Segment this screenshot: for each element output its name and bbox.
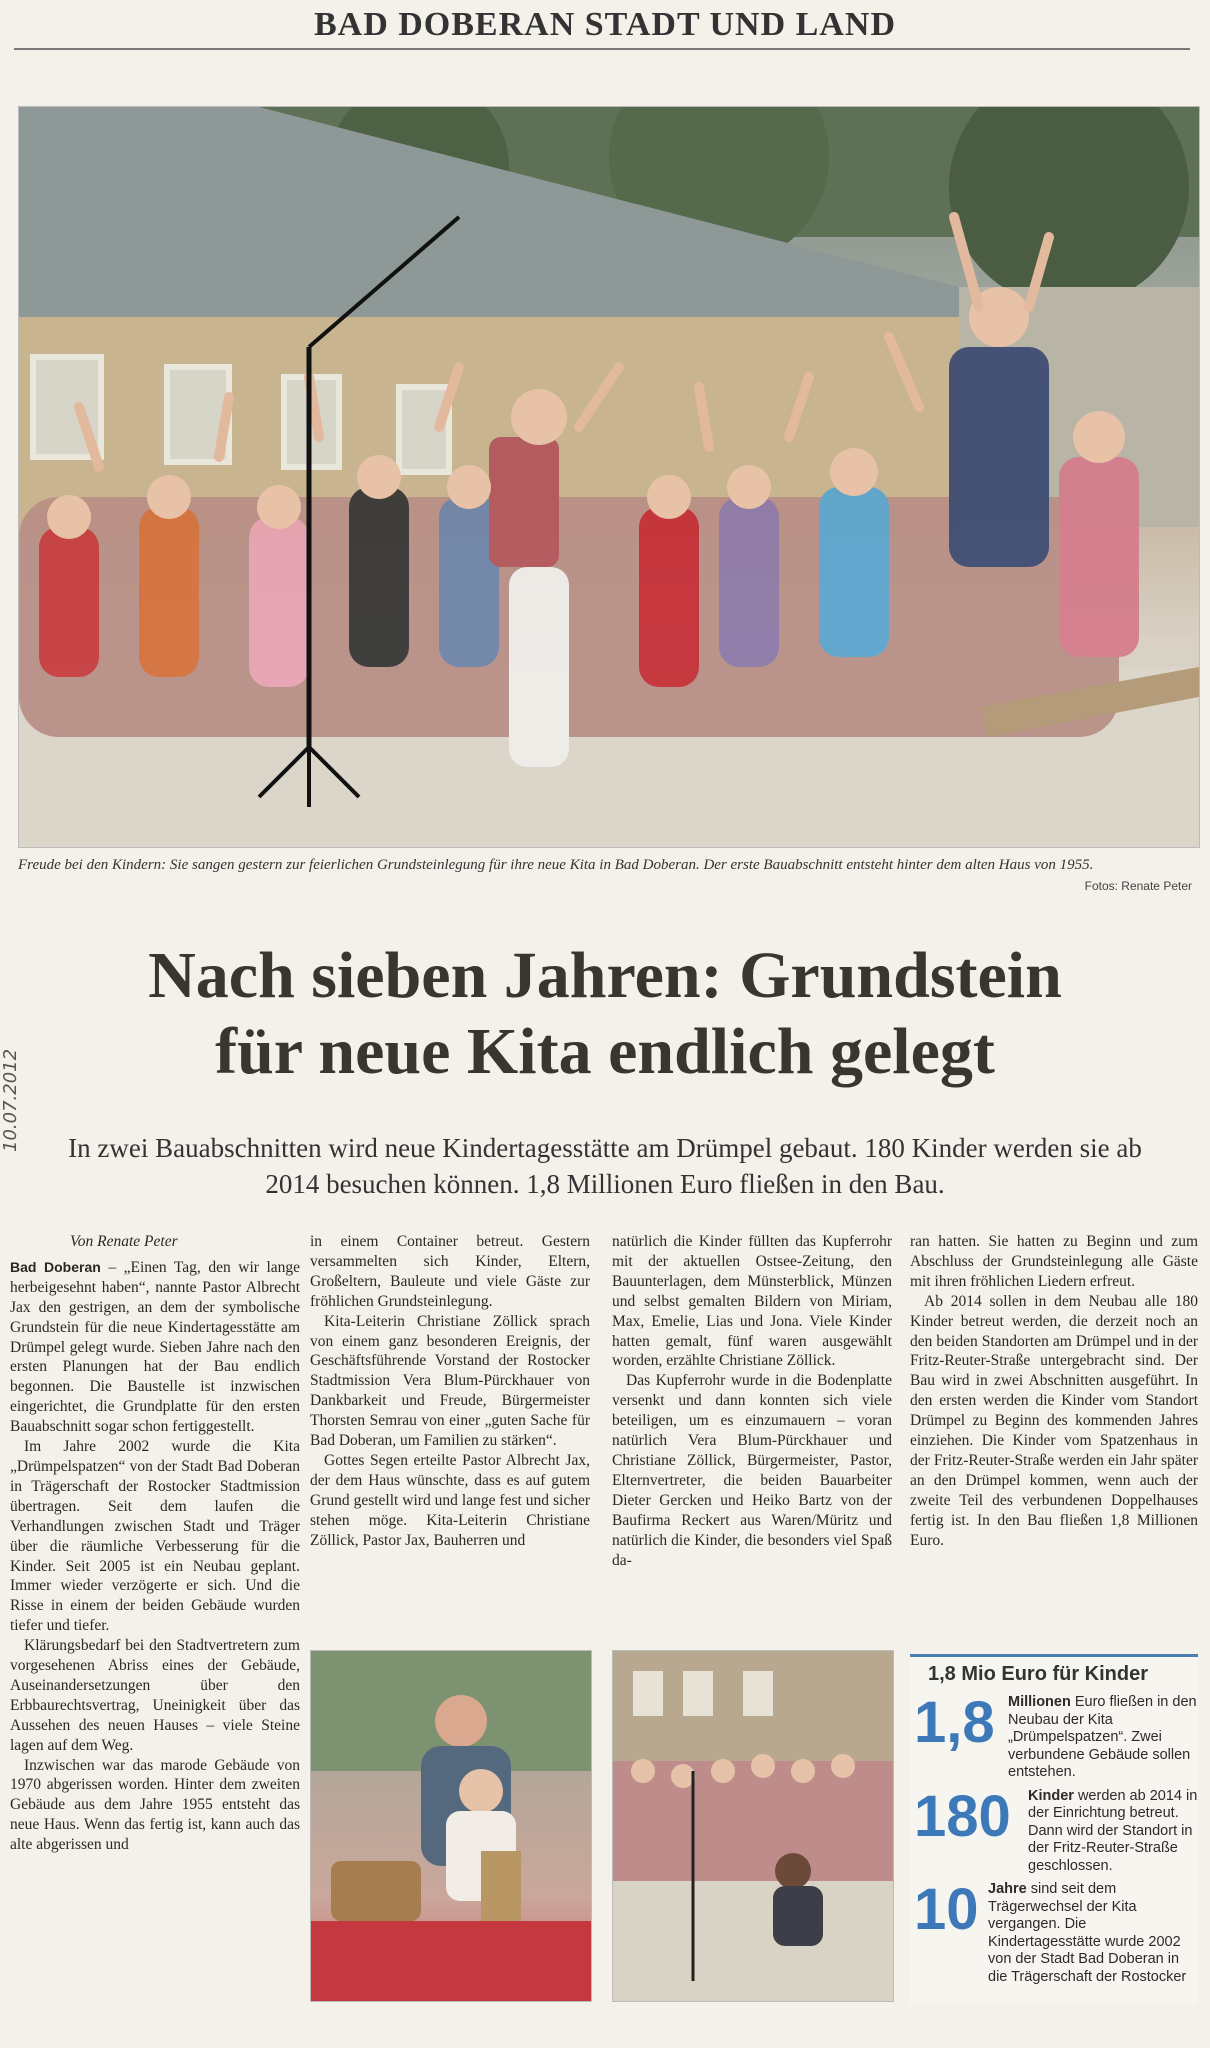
- fact-item: [910, 1783, 1198, 1876]
- fact-box: [910, 1654, 1198, 2004]
- fact-text: Kinder werden ab 2014 in der Einrichtung betreut. Dann wird der Standort in der Fritz-Reuter-Straße geschlossen.: [1028, 1787, 1198, 1874]
- fact-text: Millionen Euro fließen in den Neubau der Kita „Drümpelspatzen“. Zwei verbundene Gebäude sollen entstehen.: [1008, 1694, 1197, 1780]
- photo-caption: Freude bei den Kindern: Sie sangen gestern zur feierlichen Grundsteinlegung für ihre neue Kita in Bad Doberan. Der erste Bauabschnitt entsteht hinter dem alten Haus von 1955.: [18, 857, 1094, 873]
- paragraph: Klärungsbedarf bei den Stadtvertretern zum vorgesehenen Abriss eines der Gebäude, Auseinandersetzungen über den Erbbaurechtsvertrag, Uneinigkeit über das Aussehen des neuen Hauses – viele Steine lagen auf dem Weg.: [10, 1637, 300, 1754]
- article-column-2: [310, 1232, 590, 1551]
- paragraph: natürlich die Kinder füllten das Kupferrohr mit der aktuellen Ostsee-Zeitung, den Bauunterlagen, dem Münsterblick, Münzen und selbst gemalten Bildern von Miriam, Max, Emelie, Lias und Jona. Viele Kinder hatten gemalt, fünf waren ausgewählt worden, erzählte Christiane Zöllick.: [612, 1233, 892, 1370]
- headline: [20, 938, 1190, 1090]
- paragraph: Im Jahre 2002 wurde die Kita „Drümpelspatzen“ von der Stadt Bad Doberan in Trägerschaft der Rostocker Stadtmission übertragen. Seit dem laufen die Verhandlungen zwischen Stadt und Träger über die räumliche Verbesserung für die Kinder. Seit 2005 ist ein Neubau geplant. Immer wieder verzögerte er sich. Und die Risse in einem der beiden Gebäude wurden tiefer und tiefer.: [10, 1438, 300, 1635]
- fact-number: 180: [914, 1783, 1011, 1849]
- headline-line-2: für neue Kita endlich gelegt: [215, 1015, 995, 1088]
- main-photo-illustration: [19, 107, 1199, 847]
- ceremony-photo-illustration: [311, 1651, 591, 2001]
- paragraph: Kita-Leiterin Christiane Zöllick sprach von einem ganz besonderen Ereignis, der Geschäftsführende Vorstand der Rostocker Stadtmission Vera Blum-Pürckhauer von Dankbarkeit und Freude, Bürgermeister Thorsten Semrau von einer „guten Sache für Bad Doberan, um Familien zu stärken“.: [310, 1312, 590, 1450]
- byline: Von Renate Peter: [70, 1233, 178, 1250]
- paragraph: Ab 2014 sollen in dem Neubau alle 180 Kinder betreut werden, die derzeit noch an den beiden Standorten am Drümpel und in der Fritz-Reuter-Straße untergebracht sind. Der Bau wird in zwei Abschnitten ausgeführt. In den ersten werden die Kinder vom Standort Drümpel zu Beginn des kommenden Jahres einziehen. Die Kinder vom Spatzenhaus in der Fritz-Reuter-Straße werden ein Jahr später an den Drümpel kommen, wenn auch der zweite Teil des verbundenen Doppelhauses fertig ist. In den Bau fließen 1,8 Millionen Euro.: [910, 1292, 1198, 1549]
- subheadline: In zwei Bauabschnitten wird neue Kindertagesstätte am Drümpel gebaut. 180 Kinder werden sie ab 2014 besuchen können. 1,8 Millionen Euro fließen in den Bau.: [68, 1133, 1142, 1199]
- paragraph: Das Kupferrohr wurde in die Bodenplatte versenkt und dann konnten sich viele beteiligen, um es einzumauern – voran natürlich Vera Blum-Pürckhauer und Christiane Zöllick, Bürgermeister, Pastor, Elternvertreter, die beiden Bauarbeiter Dieter Gercken und Heiko Bartz von der Baufirma Reckert aus Waren/Müritz und natürlich die Kinder, die besonders viel Spaß da-: [612, 1372, 892, 1569]
- fact-number: 10: [914, 1877, 979, 1942]
- article-column-1: [10, 1232, 300, 1855]
- paragraph: Inzwischen war das marode Gebäude von 1970 abgerissen worden. Hinter dem zweiten Gebäude aus dem Jahre 1955 entsteht das neue Haus. Wenn das fertig ist, kann auch das alte abgerissen und: [10, 1756, 300, 1854]
- article-column-3: [612, 1232, 892, 1570]
- article-column-4: [910, 1232, 1198, 1551]
- children-photo-illustration: [613, 1651, 893, 2001]
- paragraph: in einem Container betreut. Gestern versammelten sich Kinder, Eltern, Großeltern, Bauleute und viele Gäste zur fröhlichen Grundsteinlegung.: [310, 1233, 590, 1310]
- paragraph: Gottes Segen erteilte Pastor Albrecht Jax, der dem Haus wünschte, dass es auf gutem Grund gestellt wird und lange fest und sicher stehen möge. Kita-Leiterin Christiane Zöllick, Pastor Jax, Bauherren und: [310, 1451, 590, 1549]
- headline-line-1: Nach sieben Jahren: Grundstein: [148, 939, 1062, 1012]
- photo-credit: Fotos: Renate Peter: [1084, 879, 1192, 893]
- fact-box-title: 1,8 Mio Euro für Kinder: [910, 1654, 1198, 1692]
- photo-children-building: [612, 1650, 894, 2002]
- paragraph: Bad Doberan – „Einen Tag, den wir lange herbeigesehnt haben“, nannte Pastor Albrecht Jax den gestrigen, an dem der symbolische Grundstein für die neue Kindertagesstätte am Drümpel gelegt wurde. Sieben Jahre nach den ersten Planungen hat der Bau endlich begonnen. Die Baustelle ist inzwischen eingerichtet, die Grundplatte für den ersten Bauabschnitt sogar schon fertiggestellt.: [10, 1258, 301, 1436]
- main-photo: [18, 106, 1200, 848]
- top-rule: [14, 48, 1190, 50]
- paragraph: ran hatten. Sie hatten zu Beginn und zum Abschluss der Grundsteinlegung alle Gäste mit ihren fröhlichen Liedern erfreut.: [910, 1233, 1198, 1290]
- handwritten-date: 10.07.2012: [0, 1048, 21, 1152]
- fact-text: Jahre sind seit dem Trägerwechsel der Kita vergangen. Die Kindertagesstätte wurde 2002 von der Stadt Bad Doberan in die Trägerschaft der Rostocker: [988, 1881, 1187, 1985]
- section-title: BAD DOBERAN STADT UND LAND: [313, 6, 897, 43]
- dateline: Bad Doberan: [10, 1258, 101, 1275]
- fact-number: 1,8: [914, 1690, 995, 1755]
- fact-item: [910, 1877, 1198, 1986]
- photo-grundstein-ceremony: [310, 1650, 592, 2002]
- fact-item: [910, 1690, 1198, 1782]
